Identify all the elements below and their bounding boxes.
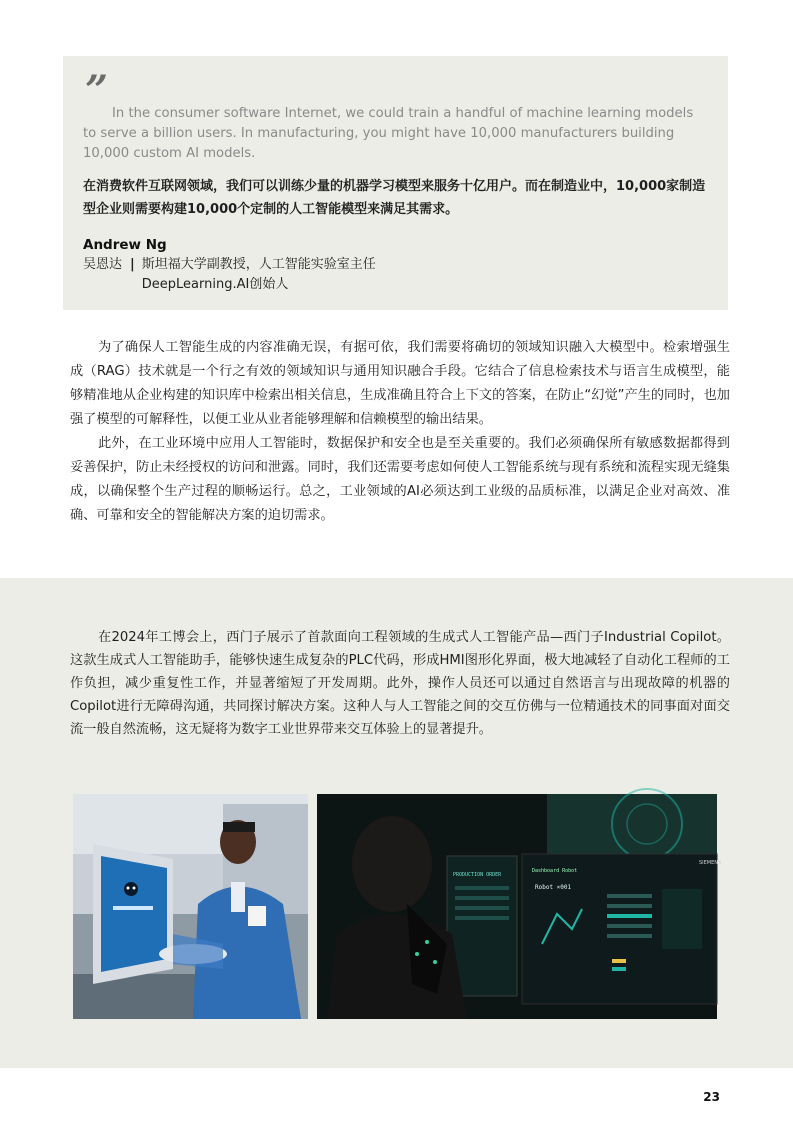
author-info [83,255,708,295]
quote-chinese: 在消费软件互联网领域，我们可以训练少量的机器学习模型来服务十亿用户。而在制造业中，10,000家制造型企业则需要构建10,000个定制的人工智能模型来满足其需求。 [83,179,706,217]
author-title-2: DeepLearning.AI创始人 [141,277,289,292]
author-titles [142,255,376,295]
author-title-1: 斯坦福大学副教授，人工智能实验室主任 [141,257,376,272]
engineer-photo [73,794,308,1019]
operator-photo [317,794,722,1019]
author-chinese-name: 吴恩达 [83,257,123,272]
band-text [70,626,730,741]
paragraph-security: 此外，在工业环境中应用人工智能时，数据保护和安全也是至关重要的。我们必须确保所有敏感数据都得到妥善保护，防止未经授权的访问和泄露。同时，我们还需要考虑如何使人工智能系统与现有系统和流程实现无缝集成，以确保整个生产过程的顺畅运行。总之，工业领域的AI必须达到工业级的品质标准，以满足企业对高效、准确、可靠和安全的智能解决方案的迫切需求。 [70,436,730,523]
operator-photo-illustration [317,794,722,1019]
left-screen-header: PRODUCTION ORDER [453,872,502,878]
author-separator: | [130,257,135,272]
screen-brand: SIEMENS [699,860,722,866]
body-text [70,336,730,528]
quote-mark-icon: ” [85,67,109,114]
author-name: Andrew Ng [83,237,167,253]
right-screen-header: Dashboard Robot [532,868,578,874]
page-number: 23 [703,1090,720,1104]
paragraph-copilot: 在2024年工博会上，西门子展示了首款面向工程领域的生成式人工智能产品—西门子Industrial Copilot。这款生成式人工智能助手，能够快速生成复杂的PLC代码，形成HMI图形化界面，极大地减轻了自动化工程师的工作负担，减少重复性工作，并显著缩短了开发周期。此外，操作人员还可以通过自然语言与出现故障的机器的Copilot进行无障碍沟通，共同探讨解决方案。这种人与人工智能之间的交互仿佛与一位精通技术的同事面对面交流一般自然流畅，这无疑将为数字工业世界带来交互体验上的显著提升。 [70,630,730,737]
quote-english: In the consumer software Internet, we could train a handful of machine learning models to serve a billion users. In manufacturing, you might have 10,000 manufacturers building 10,000 custom AI models. [83,106,694,161]
paragraph-rag: 为了确保人工智能生成的内容准确无误，有据可依，我们需要将确切的领域知识融入大模型中。检索增强生成（RAG）技术就是一个行之有效的领域知识与通用知识融合手段。它结合了信息检索技术与语言生成模型，能够精准地从企业构建的知识库中检索出相关信息，生成准确且符合上下文的答案，在防止“幻觉”产生的同时，也加强了模型的可解释性，以便工业从业者能够理解和信赖模型的输出结果。 [70,340,730,427]
quote-box [63,56,728,310]
robot-label: Robot ×001 [535,884,572,891]
engineer-photo-illustration [73,794,308,1019]
